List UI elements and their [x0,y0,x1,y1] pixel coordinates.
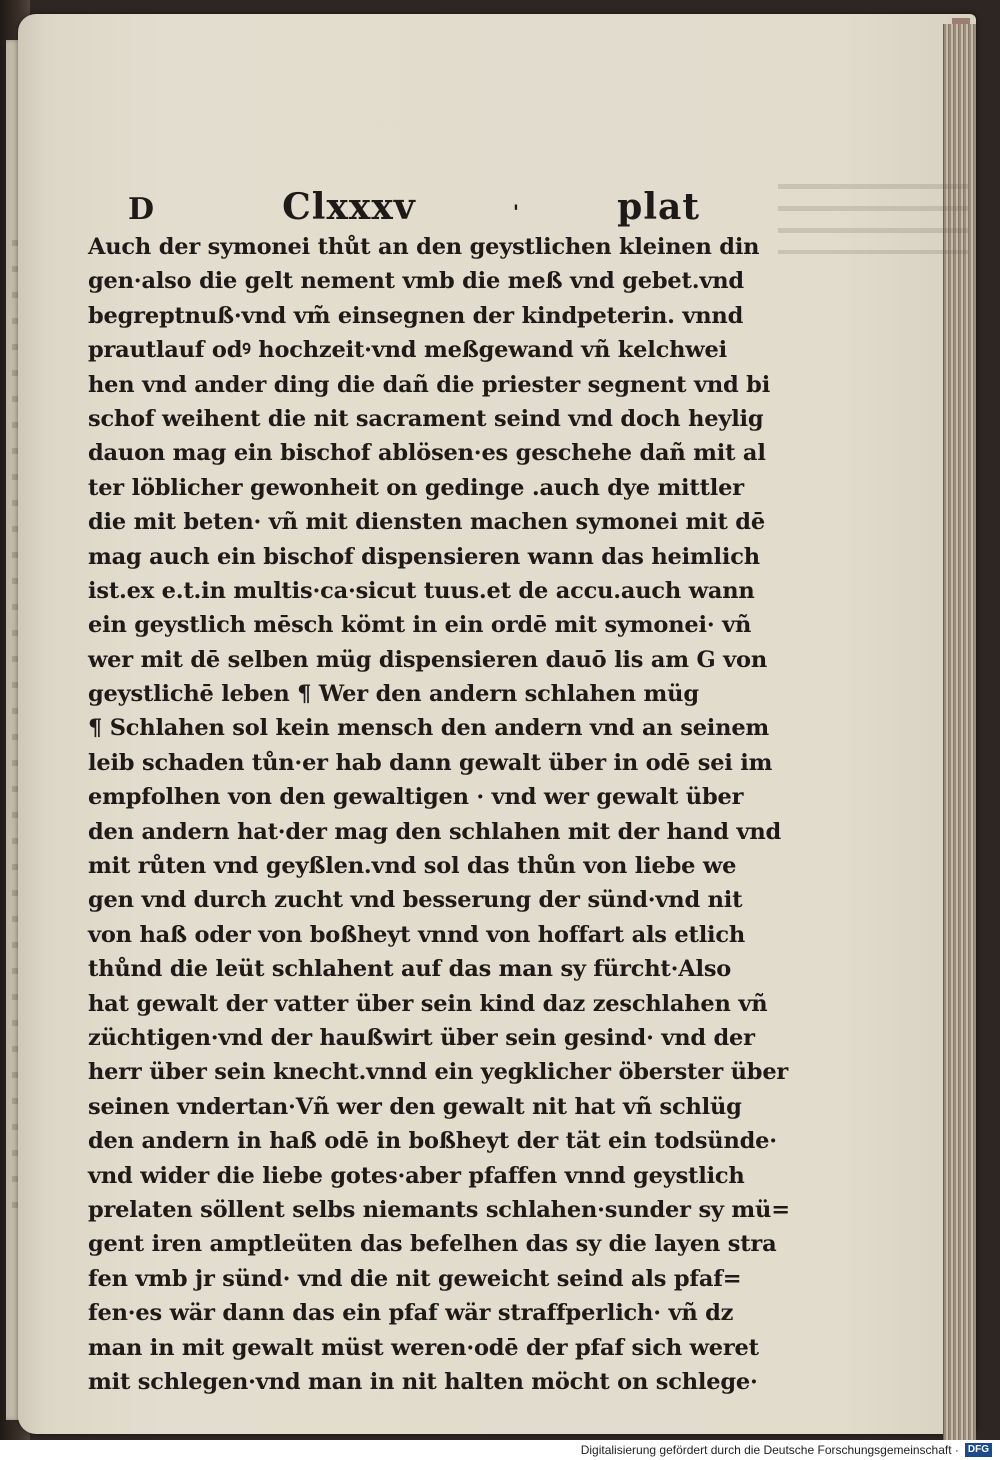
text-line: mit schlegen·vnd man in nit halten möcht on schlege· [88,1368,758,1395]
header-mark: ' [512,200,521,224]
text-line: von haß oder von boßheyt vnnd von hoffart als etlich [88,921,746,948]
dfg-logo: DFG [965,1443,992,1457]
text-line: hen vnd ander ding die dañ die priester segnent vnd bi [88,371,771,398]
text-line: gent iren amptleüten das befelhen das sy die layen stra [88,1231,777,1258]
text-line: ein geystlich mēsch kömt in ein ordē mit symonei· vñ [88,612,752,639]
text-line: züchtigen·vnd der haußwirt über sein gesind· vnd der [88,1024,755,1051]
text-line: ist.ex e.t.in multis·ca·sicut tuus.et de accu.auch wann [88,577,755,604]
text-line: die mit beten· vñ mit diensten machen symonei mit dē [88,509,765,536]
signature-mark: D [128,192,156,227]
text-line: man in mit gewalt müst weren·odē der pfaf sich weret [88,1334,759,1361]
text-line: Auch der symonei thůt an den geystlichen kleinen din [88,234,760,260]
text-line: prelaten söllent selbs niemants schlahen·sunder sy mü= [88,1196,790,1223]
page-header [88,186,700,230]
text-line: empfolhen von den gewaltigen · vnd wer gewalt über [88,784,744,811]
text-line: ter löblicher gewonheit on gedinge .auch dye mittler [88,474,744,501]
text-line: seinen vndertan·Vñ wer den gewalt nit hat vñ schlüg [88,1093,742,1120]
text-line: geystlichē leben ¶ Wer den andern schlahen müg [88,681,699,708]
body-text [88,230,790,1399]
text-line: wer mit dē selben müg dispensieren dauō lis am G von [88,646,767,673]
text-line: gen·also die gelt nement vmb die meß vnd gebet.vnd [88,268,744,295]
folio-label: plat [617,186,700,228]
text-line: leib schaden tůn·er hab dann gewalt über in odē sei im [88,749,773,776]
text-line: hat gewalt der vatter über sein kind daz zeschlahen vñ [88,990,768,1017]
footer-bar [0,1440,1000,1460]
text-line: den andern hat·der mag den schlahen mit der hand vnd [88,818,782,845]
text-line: thůnd die leüt schlahent auf das man sy fürcht·Also [88,956,732,983]
text-line: mit růten vnd geyßlen.vnd sol das thůn von liebe we [88,853,737,880]
text-line: prautlauf odꝰ hochzeit·vnd meßgewand vñ kelchwei [88,337,727,364]
text-line: fen vmb jr sünd· vnd die nit geweicht seind als pfaf= [88,1265,742,1292]
folio-number: Clxxxv [282,186,416,228]
text-line: mag auch ein bischof dispensieren wann das heimlich [88,543,760,570]
text-line: herr über sein knecht.vnnd ein yegklicher öberster über [88,1059,789,1086]
text-line: gen vnd durch zucht vnd besserung der sünd·vnd nit [88,887,743,914]
text-line: dauon mag ein bischof ablösen·es geschehe dañ mit al [88,440,766,467]
text-line: fen·es wär dann das ein pfaf wär straffperlich· vñ dz [88,1300,734,1327]
show-through-text [778,184,968,254]
text-line: schof weihent die nit sacrament seind vnd doch heylig [88,405,764,432]
text-line: begreptnuß·vnd vm̃ einsegnen der kindpeterin. vnnd [88,302,744,329]
text-block [88,186,790,1399]
text-line: ¶ Schlahen sol kein mensch den andern vnd an seinem [88,715,770,742]
text-line: vnd wider die liebe gotes·aber pfaffen vnnd geystlich [88,1162,745,1189]
funding-credit: Digitalisierung gefördert durch die Deutsche Forschungsgemeinschaft · [580,1443,959,1457]
text-line: den andern in haß odē in boßheyt der tät ein todsünde· [88,1128,777,1155]
